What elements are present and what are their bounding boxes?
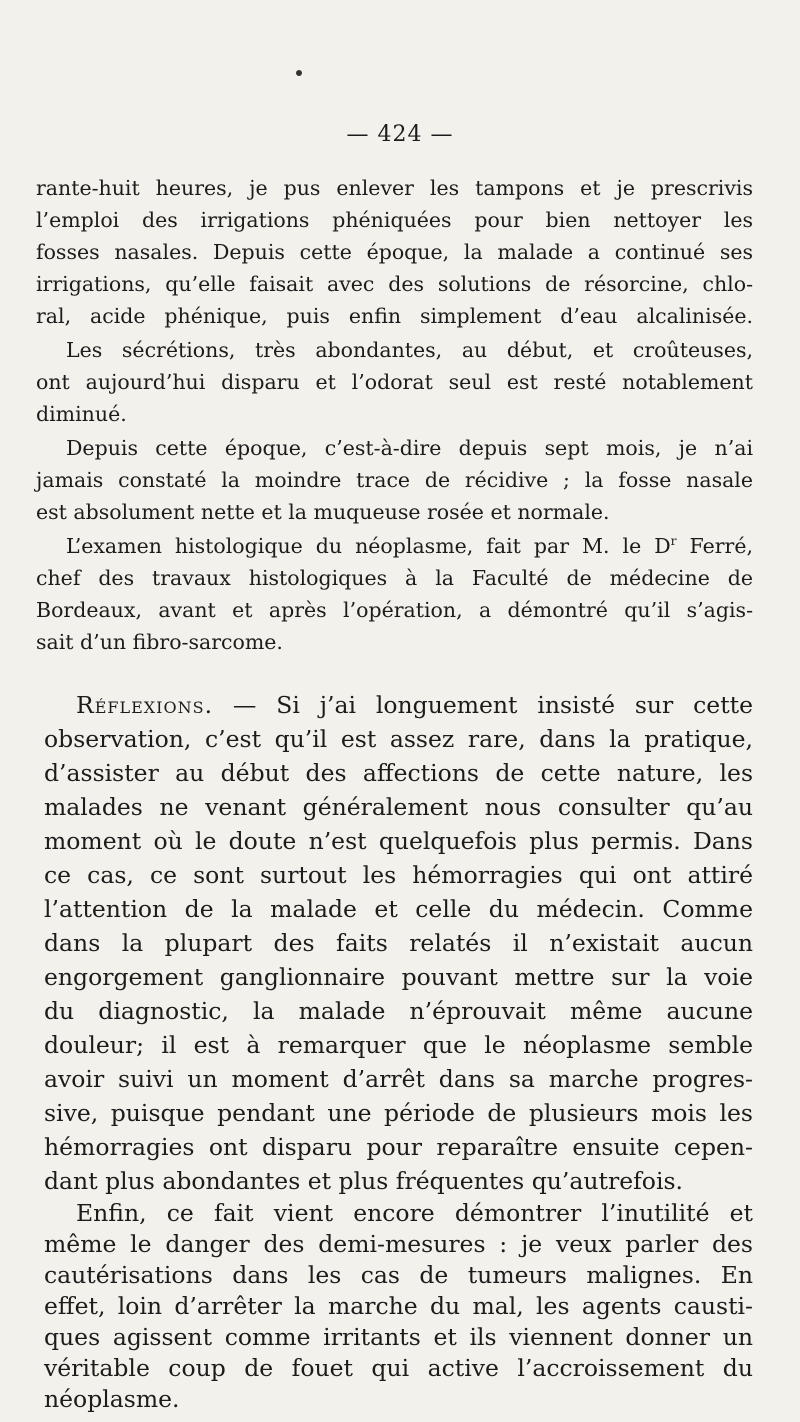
text-line: du diagnostic, la malade n’éprouvait même aucune [44,997,753,1025]
text-line: Bordeaux, avant et après l’opération, a démontré qu’il s’agis- [36,598,753,622]
text-line: chef des travaux histologiques à la Faculté de médecine de [36,566,753,590]
text-line: est absolument nette et la muqueuse rosée et normale. [36,500,610,524]
ink-dot [296,70,302,76]
text-line: Depuis cette époque, c’est-à-dire depuis sept mois, je n’ai [66,436,753,460]
text-line: fosses nasales. Depuis cette époque, la malade a continué ses [36,240,753,264]
text-line: Les sécrétions, très abondantes, au début, et croûteuses, [66,338,753,362]
text-line: malades ne venant généralement nous consulter qu’au [44,793,753,821]
text-line: jamais constaté la moindre trace de récidive ; la fosse nasale [36,468,753,492]
superscript: r [670,534,677,549]
text-line: ce cas, ce sont surtout les hémorragies qui ont attiré [44,861,753,889]
text-line: hémorragies ont disparu pour reparaître ensuite cepen- [44,1133,753,1161]
text-line [76,688,753,722]
text-line: Enfin, ce fait vient encore démontrer l’inutilité et [76,1199,753,1227]
text-segment: L’examen histologique du néoplasme, fait par M. le D [66,534,671,558]
page-number: — 424 — [346,122,454,147]
text-line: douleur; il est à remarquer que le néoplasme semble [44,1031,753,1059]
text-line: engorgement ganglionnaire pouvant mettre sur la voie [44,963,753,991]
text-line: véritable coup de fouet qui active l’accroissement du [44,1354,753,1382]
text-line: l’emploi des irrigations phéniquées pour bien nettoyer les [36,208,753,232]
section-heading: Réflexions. [76,691,214,719]
text-line: l’attention de la malade et celle du médecin. Comme [44,895,753,923]
text-line: ont aujourd’hui disparu et l’odorat seul est resté notablement [36,370,753,394]
text-line: ques agissent comme irritants et ils viennent donner un [44,1323,753,1351]
text-line: dans la plupart des faits relatés il n’existait aucun [44,929,753,957]
text-line: d’assister au début des affections de cette nature, les [44,759,753,787]
text-line: avoir suivi un moment d’arrêt dans sa marche progres- [44,1065,753,1093]
text-line: sive, puisque pendant une période de plusieurs mois les [44,1099,753,1127]
text-line: sait d’un fibro-sarcome. [36,630,283,654]
text-line: néoplasme. [44,1385,180,1413]
text-line: dant plus abondantes et plus fréquentes qu’autrefois. [44,1167,683,1195]
text-line: moment où le doute n’est quelquefois plus permis. Dans [44,827,753,855]
text-segment: Ferré, [676,534,753,558]
text-line: même le danger des demi-mesures : je veux parler des [44,1230,753,1258]
text-line: diminué. [36,402,127,426]
text-line: observation, c’est qu’il est assez rare, dans la pratique, [44,725,753,753]
text-line: cautérisations dans les cas de tumeurs malignes. En [44,1261,753,1289]
text-line: ral, acide phénique, puis enfin simplement d’eau alcalinisée. [36,304,753,328]
text-line: irrigations, qu’elle faisait avec des solutions de résorcine, chlo- [36,272,753,296]
text-segment: — Si j’ai longuement insisté sur cette [213,691,753,719]
text-line: rante-huit heures, je pus enlever les tampons et je prescrivis [36,176,753,200]
text-line [66,530,753,562]
text-line: effet, loin d’arrêter la marche du mal, les agents causti- [44,1292,753,1320]
